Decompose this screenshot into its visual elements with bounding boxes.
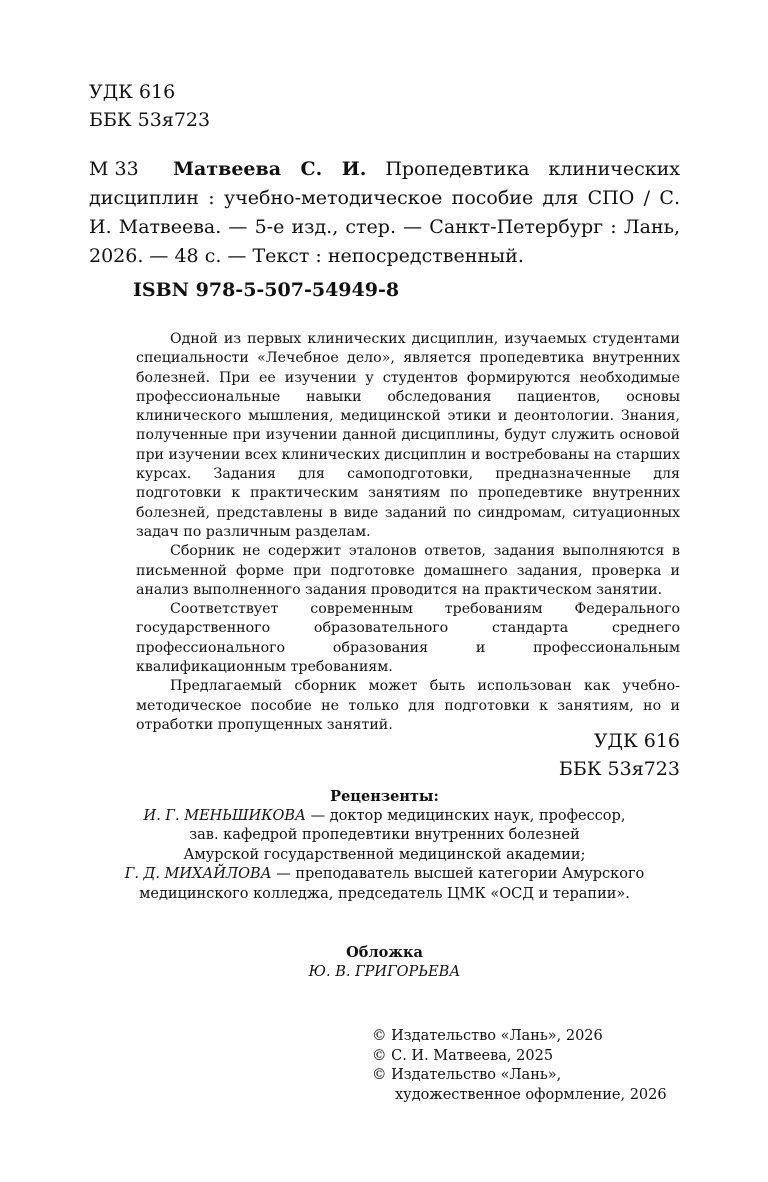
reviewer-1 <box>89 807 680 827</box>
reviewer-2-name: Г. Д. МИХАЙЛОВА <box>124 866 272 882</box>
reviewers <box>89 787 680 904</box>
reviewer-2 <box>89 865 680 885</box>
reviewer-1-line3: Амурской государственной медицинской академии; <box>183 846 586 863</box>
bbk-code: ББК 53я723 <box>89 109 211 131</box>
cover-credit <box>89 943 680 982</box>
reviewer-2-line1: — преподаватель высшей категории Амурского <box>271 866 645 882</box>
copyright-line: художественное оформление, 2026 <box>395 1086 667 1103</box>
footer-codes <box>480 727 680 783</box>
annotation-paragraph: Одной из первых клинических дисциплин, изучаемых студентами специальности «Лечебное дело», является пропедевтика внутренних болезней. При ее изучении у студентов формируются необходимые профессиональные навыки обследования пациентов, основы клинического мышления, медицинской этики и деонтологии. Знания, полученные при изучении данной дисциплины, будут служить основой при изучении всех клинических дисциплин и востребованы на старших курсах. Задания для самоподготовки, предназначенные для подготовки к практическим занятиям по пропедевтике внутренних болезней, представлены в виде заданий по синдромам, ситуационных задач по различным разделам. <box>136 331 680 540</box>
copyright-line: © Издательство «Лань», 2026 <box>372 1028 603 1044</box>
cover-artist: Ю. В. ГРИГОРЬЕВА <box>308 963 461 980</box>
annotation-paragraph: Предлагаемый сборник может быть использован как учебно-методическое пособие не только для подготовки к занятиям, но и отработки пропущенных занятий. <box>136 678 680 733</box>
bbk-code-bottom: ББК 53я723 <box>558 758 680 780</box>
catalog-text <box>89 155 680 271</box>
udk-code: УДК 616 <box>89 81 176 103</box>
catalog-entry <box>89 155 680 271</box>
annotation-paragraph: Сборник не содержит эталонов ответов, задания выполняются в письменной форме при подготовке домашнего задания, проверка и анализ выполненного задания проводится на практическом занятии. <box>136 543 680 598</box>
reviewer-1-line2: зав. кафедрой пропедевтики внутренних болезней <box>189 827 580 843</box>
udk-code-bottom: УДК 616 <box>593 730 680 752</box>
catalog-code: М 33 <box>89 158 139 180</box>
cover-title: Обложка <box>346 944 423 961</box>
reviewers-title: Рецензенты: <box>330 788 439 805</box>
reviewer-1-line1: — доктор медицинских наук, профессор, <box>306 807 626 824</box>
reviewer-1-name: И. Г. МЕНЬШИКОВА <box>143 807 307 824</box>
copyright-line: © С. И. Матвеева, 2025 <box>372 1047 554 1064</box>
catalog-author: Матвеева С. И. <box>173 158 367 180</box>
copyright-block <box>372 1027 667 1105</box>
annotation <box>136 330 680 735</box>
reviewer-2-line2: медицинского колледжа, председатель ЦМК «ОСД и терапии». <box>139 885 630 902</box>
catalog-description: Пропедевтика клинических дисциплин : учебно-методическое пособие для СПО / С. И. Матвеева. — 5-е изд., стер. — Санкт-Петербург : Лань, 2026. — 48 с. — Текст : непосредственный. <box>89 158 680 267</box>
header-codes <box>89 78 210 134</box>
isbn: ISBN 978-5-507-54949-8 <box>133 279 400 301</box>
annotation-paragraph: Соответствует современным требованиям Федерального государственного образовательного стандарта среднего профессионального образования и профессиональным квалификационным требованиям. <box>136 601 680 676</box>
copyright-line: © Издательство «Лань», <box>372 1067 562 1083</box>
